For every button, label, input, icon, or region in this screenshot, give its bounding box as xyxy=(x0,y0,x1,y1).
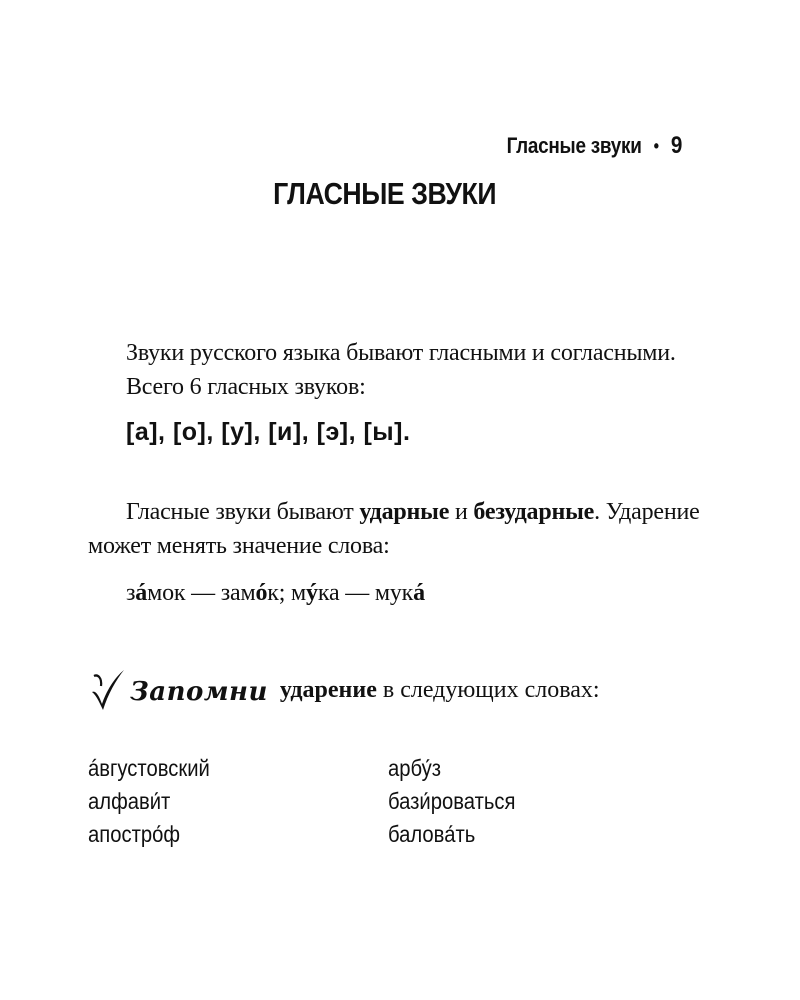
term-unstressed: безударные xyxy=(473,499,595,525)
checkmark-icon xyxy=(88,666,128,714)
stress-line-2: может менять значение слова: xyxy=(88,533,390,559)
page-number: 9 xyxy=(670,132,682,159)
intro-line-2: Всего 6 гласных звуков: xyxy=(126,374,366,400)
intro-paragraph xyxy=(88,336,698,404)
term-stressed: ударные xyxy=(359,499,450,525)
section-title: Гласные звуки xyxy=(506,133,642,158)
running-header xyxy=(506,132,682,160)
list-item: áвгустовский xyxy=(88,755,210,781)
bullet-icon: • xyxy=(653,135,659,156)
stress-paragraph xyxy=(88,495,708,563)
list-item: апостро́ф xyxy=(88,821,181,847)
remember-text: ударение в следующих словах: xyxy=(279,676,600,703)
word-list xyxy=(88,752,688,851)
remember-note xyxy=(88,660,600,720)
remember-word: Запомни xyxy=(130,677,268,707)
stress-line-1: Гласные звуки бывают ударные и безударные. Ударение xyxy=(126,499,700,525)
list-item: алфави́т xyxy=(88,788,171,814)
intro-line-1: Звуки русского языка бывают гласными и согласными. xyxy=(126,340,676,366)
page-title: ГЛАСНЫЕ ЗВУКИ xyxy=(273,176,497,211)
stress-example: зáмок — замóк; мýка — мукá xyxy=(126,580,425,606)
list-item: балова́ть xyxy=(388,821,476,847)
list-item: арбу́з xyxy=(388,755,442,781)
list-item: бази́роваться xyxy=(388,788,516,814)
vowel-list: [а], [о], [у], [и], [э], [ы]. xyxy=(126,418,411,446)
